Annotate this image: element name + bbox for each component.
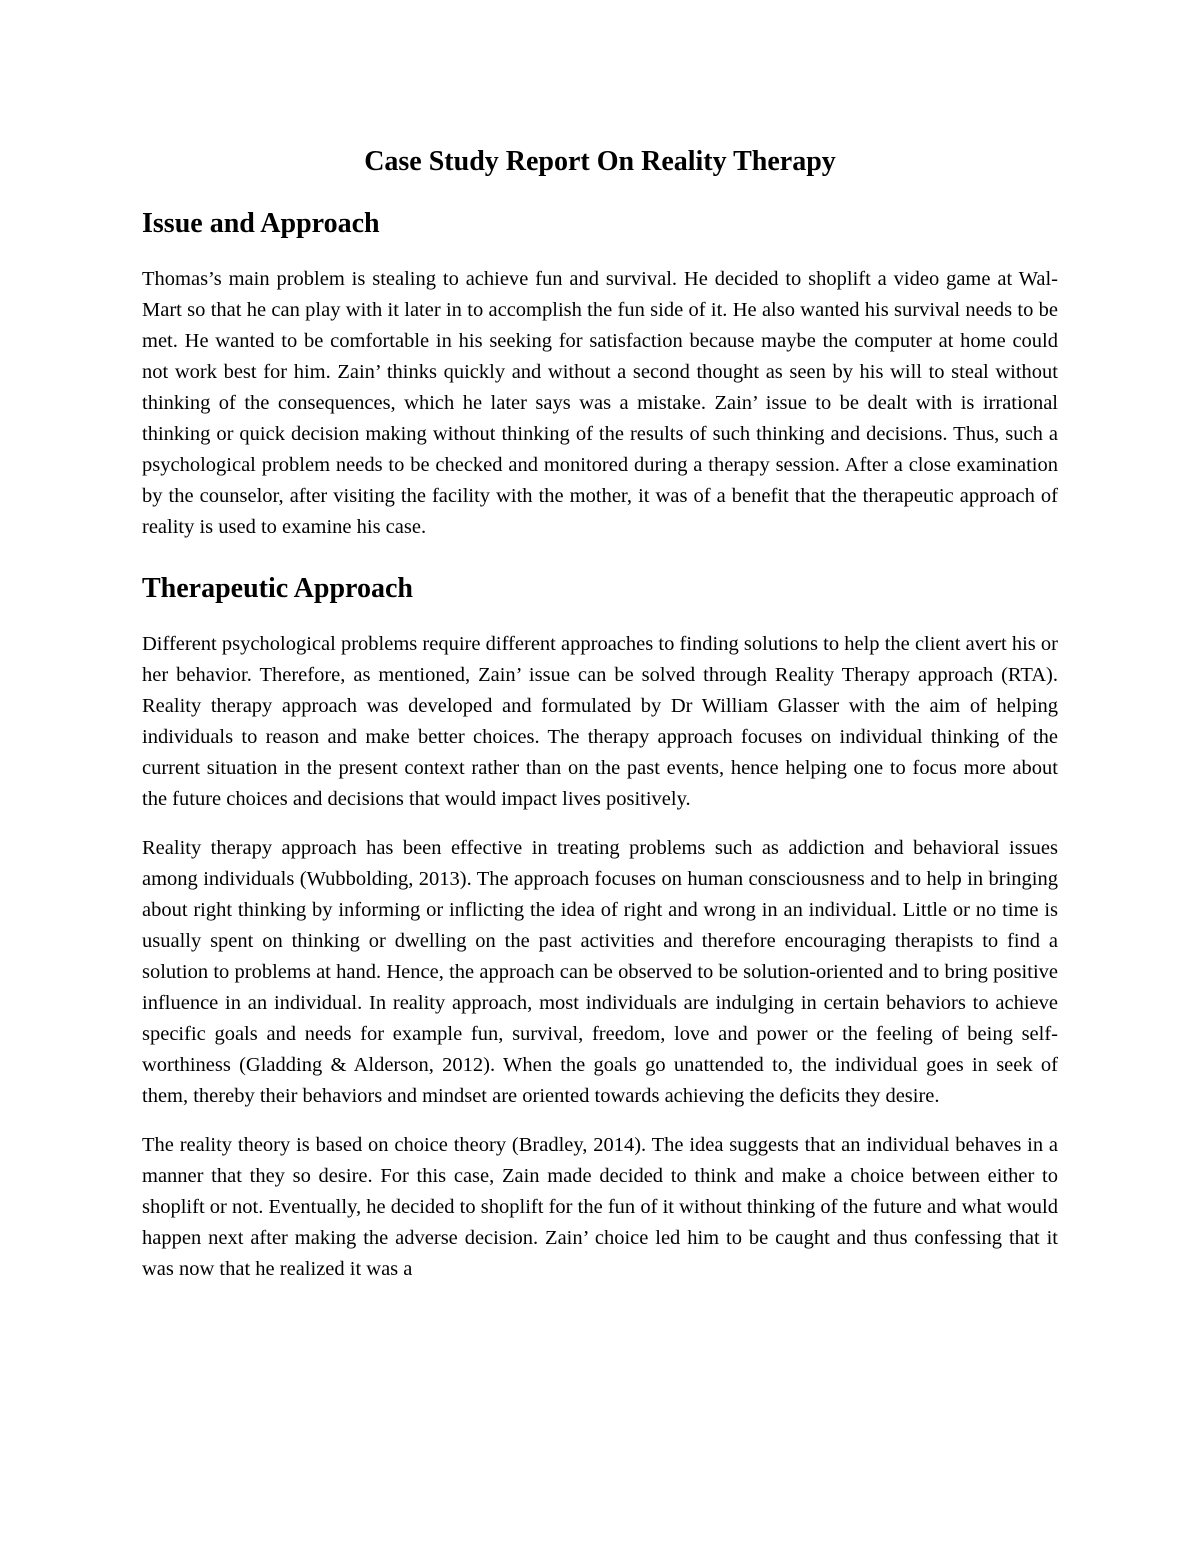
- paragraph: Different psychological problems require different approaches to finding solutions to help the client avert his or her behavior. Therefore, as mentioned, Zain’ issue can be solved through Reality Therapy approach (RTA). Reality therapy approach was developed and formulated by Dr William Glasser with the aim of helping individuals to reason and make better choices. The therapy approach focuses on individual thinking of the current situation in the present context rather than on the past events, hence helping one to focus more about the future choices and decisions that would impact lives positively.: [142, 633, 1058, 810]
- paragraph: The reality theory is based on choice theory (Bradley, 2014). The idea suggests that an individual behaves in a manner that they so desire. For this case, Zain made decided to think and make a choice between either to shoplift or not. Eventually, he decided to shoplift for the fun of it without thinking of the future and what would happen next after making the adverse decision. Zain’ choice led him to be caught and thus confessing that it was now that he realized it was a: [142, 1134, 1058, 1280]
- paragraph: Reality therapy approach has been effective in treating problems such as addiction and behavioral issues among individuals (Wubbolding, 2013). The approach focuses on human consciousness and to help in bringing about right thinking by informing or inflicting the idea of right and wrong in an individual. Little or no time is usually spent on thinking or dwelling on the past activities and therefore encouraging therapists to find a solution to problems at hand. Hence, the approach can be observed to be solution-oriented and to bring positive influence in an individual. In reality approach, most individuals are indulging in certain behaviors to achieve specific goals and needs for example fun, survival, freedom, love and power or the feeling of being self-worthiness (Gladding & Alderson, 2012). When the goals go unattended to, the individual goes in seek of them, thereby their behaviors and mindset are oriented towards achieving the deficits they desire.: [142, 837, 1058, 1107]
- document-title: Case Study Report On Reality Therapy: [364, 146, 836, 177]
- section-heading-issue-and-approach: Issue and Approach: [142, 208, 380, 239]
- page-content: [142, 142, 1058, 1285]
- paragraph: Thomas’s main problem is stealing to achieve fun and survival. He decided to shoplift a video game at Wal-Mart so that he can play with it later in to accomplish the fun side of it. He also wanted his survival needs to be met. He wanted to be comfortable in his seeking for satisfaction because maybe the computer at home could not work best for him. Zain’ thinks quickly and without a second thought as seen by his will to steal without thinking of the consequences, which he later says was a mistake. Zain’ issue to be dealt with is irrational thinking or quick decision making without thinking of the results of such thinking and decisions. Thus, such a psychological problem needs to be checked and monitored during a therapy session. After a close examination by the counselor, after visiting the facility with the mother, it was of a benefit that the therapeutic approach of reality is used to examine his case.: [142, 268, 1058, 538]
- section-heading-therapeutic-approach: Therapeutic Approach: [142, 573, 413, 604]
